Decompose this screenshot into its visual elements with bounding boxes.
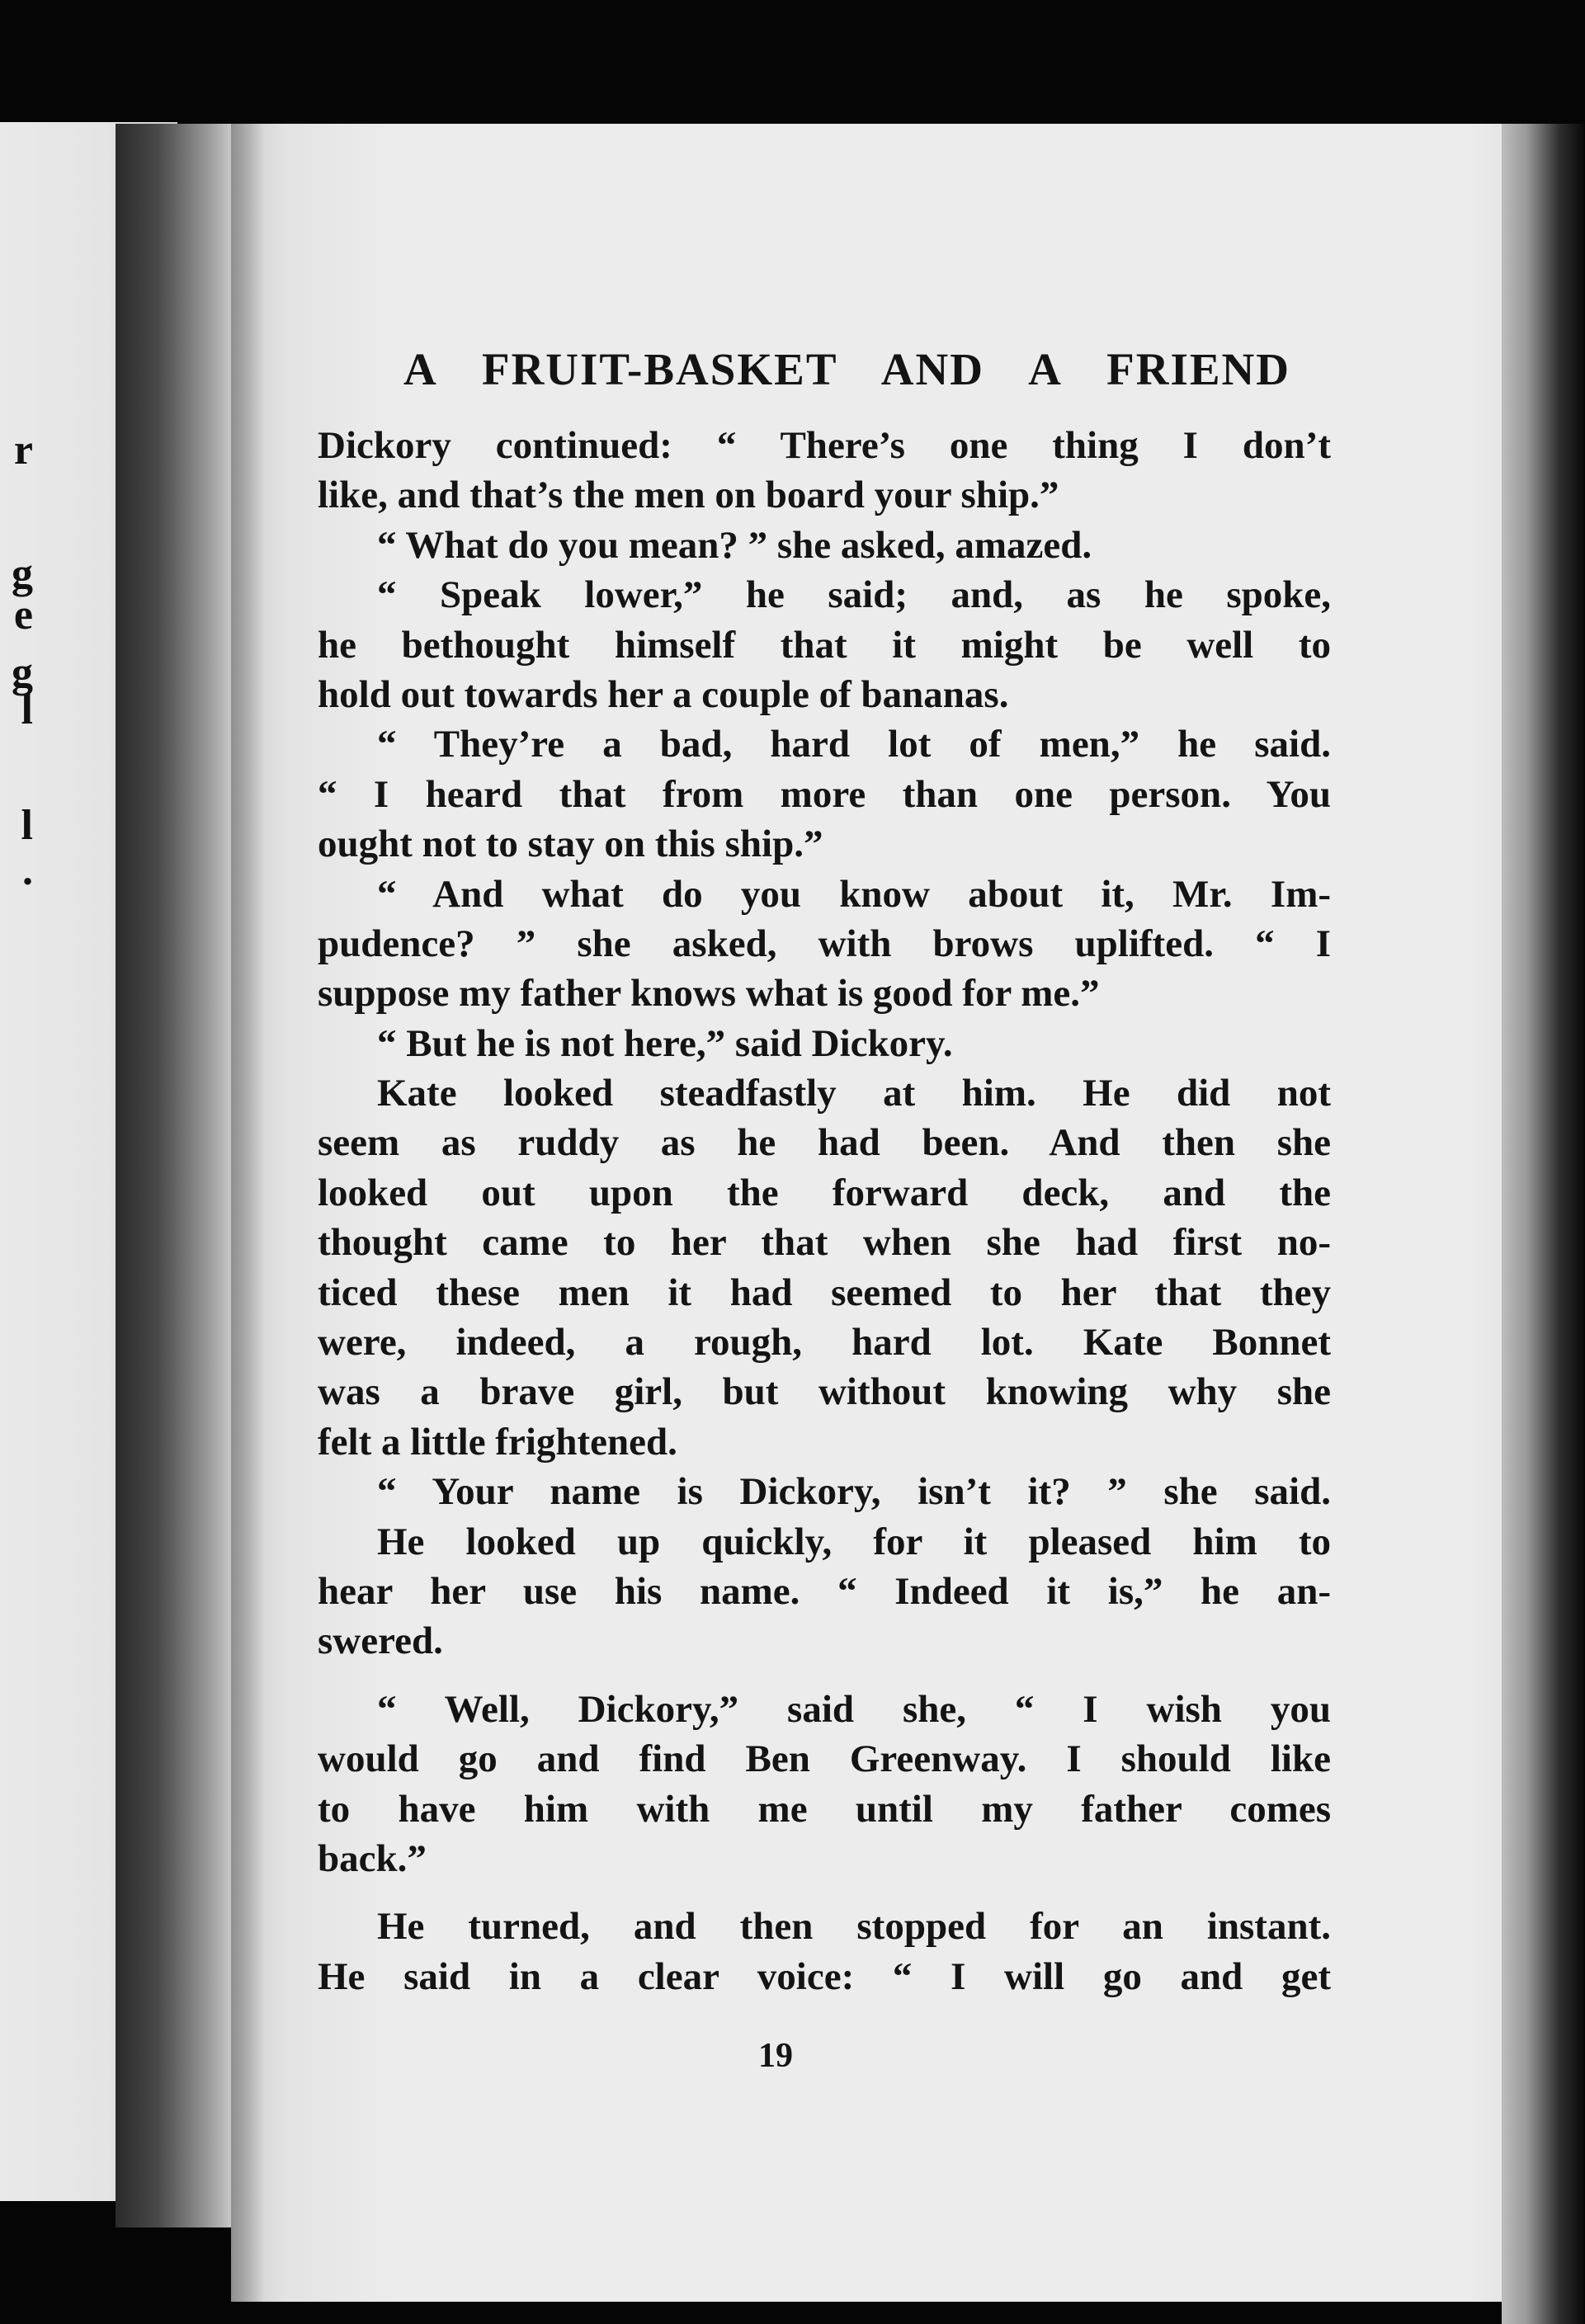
page-number: 19 (758, 2037, 793, 2075)
text-line: “ What do you mean? ” she asked, amazed. (377, 523, 1092, 567)
text-line: to have him with me until my father comes (318, 1787, 1331, 1831)
text-line: felt a little frightened. (318, 1420, 677, 1464)
text-line: “ Your name is Dickory, isn’t it? ” she said. (377, 1470, 1331, 1514)
text-line: thought came to her that when she had first no- (318, 1221, 1331, 1265)
text-line: “ They’re a bad, hard lot of men,” he said. (377, 723, 1331, 766)
body-text (318, 421, 1331, 2001)
text-line: like, and that’s the men on board your ship.” (318, 474, 1059, 517)
text-line: seem as ruddy as he had been. And then she (318, 1121, 1331, 1165)
text-line: “ And what do you know about it, Mr. Im- (377, 872, 1331, 916)
text-line: suppose my father knows what is good for me.” (318, 972, 1100, 1016)
text-line: He looked up quickly, for it pleased him to (377, 1520, 1331, 1563)
text-line: “ Speak lower,” he said; and, as he spoke, (377, 573, 1331, 617)
text-line: Kate looked steadfastly at him. He did not (377, 1072, 1331, 1115)
text-line: ticed these men it had seemed to her that they (318, 1270, 1331, 1314)
text-line: back.” (318, 1836, 427, 1880)
text-line: looked out upon the forward deck, and the (318, 1171, 1331, 1214)
text-line: hear her use his name. “ Indeed it is,” he an- (318, 1569, 1331, 1613)
text-line: Dickory continued: “ There’s one thing I don’t (318, 424, 1331, 467)
text-line: He said in a clear voice: “ I will go and get (318, 1954, 1331, 1998)
text-line: hold out towards her a couple of bananas. (318, 672, 1009, 716)
text-line: “ Well, Dickory,” said she, “ I wish you (377, 1687, 1331, 1731)
left-page-fragment: e (13, 592, 33, 639)
text-line: was a brave girl, but without knowing why she (318, 1370, 1331, 1414)
left-page-fragment: . (22, 847, 33, 894)
text-line: “ But he is not here,” said Dickory. (377, 1021, 953, 1065)
left-page-fragment: r (13, 427, 33, 474)
spine-shadow (231, 124, 264, 2302)
left-page-fragment: l (21, 802, 33, 849)
left-page-fragment: g (12, 649, 33, 696)
text-line: “ I heard that from more than one person. You (318, 772, 1331, 816)
text-line: ought not to stay on this ship.” (318, 823, 823, 866)
text-line: would go and find Ben Greenway. I should like (318, 1737, 1331, 1781)
text-line: pudence? ” she asked, with brows uplifted. “ I (318, 922, 1331, 965)
text-line: he bethought himself that it might be well to (318, 623, 1331, 667)
left-page-gutter-shadow (116, 124, 239, 2227)
left-page-fragment: g (12, 550, 33, 597)
left-page-fragment: l (21, 686, 33, 733)
running-head: A FRUIT-BASKET AND A FRIEND (403, 344, 1290, 394)
text-line: swered. (318, 1619, 443, 1663)
text-line: He turned, and then stopped for an instant. (377, 1905, 1331, 1949)
right-page-edge (1502, 124, 1584, 2324)
text-line: were, indeed, a rough, hard lot. Kate Bonnet (318, 1321, 1331, 1365)
